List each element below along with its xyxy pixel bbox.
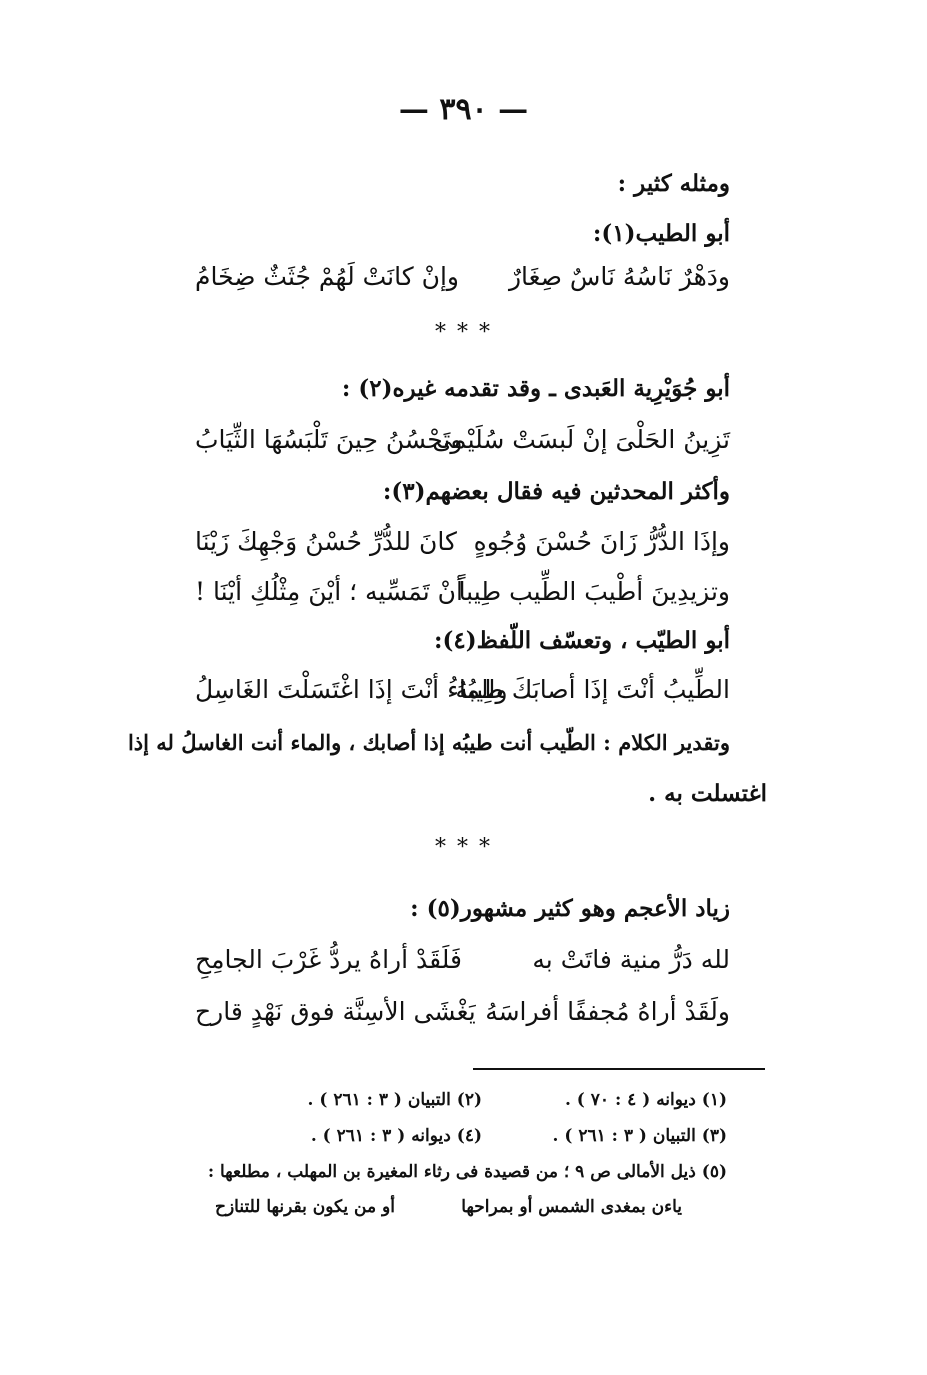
footnote: (١) ديوانه ( ٤ : ٧٠ ) . <box>564 1090 727 1110</box>
verse-hemistich: وتزيدِينَ أطْيبَ الطِّيب طِيباً <box>458 577 730 606</box>
verse-hemistich: ولَقَدْ أراهُ مُجففًا أفراسَهُ <box>485 997 730 1026</box>
verse-hemistich: كانَ للدُّرِّ حُسْنُ وَجْهِكَ زَيْنَا <box>195 527 457 556</box>
footnote-verse: أو من يكون بقرنها للتنازح <box>215 1197 395 1217</box>
author-heading: وأكثر المحدثين فيه فقال بعضهم(٣): <box>382 478 730 505</box>
verse-hemistich: لله دَرُّ منية فاتَتْ به <box>532 945 730 974</box>
intro-text: ومثله كثير : <box>617 170 730 197</box>
verse-hemistich: وتَحْسُنُ حِينَ تَلْبَسُهَا الثِّيَابُ <box>195 425 463 454</box>
author-heading: أبو الطيب(١): <box>592 220 730 247</box>
verse-hemistich: الطِّيبُ أنْتَ إذَا أصابَكَ طِيبُهُ <box>455 675 730 704</box>
verse-hemistich: والماءُ أنْتَ إذَا اغْتَسَلْتَ الغَاسِلُ <box>195 675 508 704</box>
author-heading: أبو الطيّب ، وتعسّف اللّفظ(٤): <box>434 627 730 654</box>
section-separator: * * * <box>435 320 492 345</box>
footnote-divider <box>473 1068 765 1070</box>
verse-hemistich: يَغْشَى الأسِنَّة فوق نَهْدٍ قارح <box>195 997 476 1026</box>
page-number: — ٣٩٠ — <box>398 92 529 127</box>
footnote: (٥) ذيل الأمالى ص ٩ ؛ من قصيدة فى رثاء المغيرة بن المهلب ، مطلعها : <box>207 1162 727 1182</box>
verse-hemistich: تَزِينُ الحَلْىَ إنْ لَبسَتْ سُلَيْمى <box>432 425 730 454</box>
verse-hemistich: وإذَا الدُّرُّ زَانَ حُسْنَ وُجُوهٍ <box>473 527 730 556</box>
verse-hemistich: فَلَقَدْ أراهُ يردُّ غَرْبَ الجامِحِ <box>195 945 462 974</box>
footnote-verse: ياءن بمغدى الشمس أو بمراحها <box>461 1197 682 1217</box>
prose-paragraph: وتقدير الكلام : الطّيب أنت طيبُه إذا أصابك ، والماء أنت الغاسلُ له إذا <box>127 730 730 755</box>
verse-hemistich: وإنْ كانَتْ لَهُمْ جُثَثٌ ضِخَامُ <box>195 262 459 291</box>
footnote: (٤) ديوانه ( ٣ : ٢٦١ ) . <box>310 1126 482 1146</box>
section-separator: * * * <box>435 835 492 860</box>
verse-hemistich: أنْ تَمَسِّيه ؛ أيْنَ مِثْلُكِ أيْنَا ! <box>195 577 463 606</box>
footnote: (٢) التبيان ( ٣ : ٢٦١ ) . <box>307 1090 482 1110</box>
verse-hemistich: ودَهْرٌ نَاسُهُ نَاسٌ صِغَارٌ <box>508 262 730 291</box>
prose-paragraph: اغتسلت به . <box>648 780 767 807</box>
author-heading: أبو جُوَيْرِية العَبدى ـ وقد تقدمه غيره(٢) : <box>341 375 730 402</box>
author-heading: زياد الأعجم وهو كثير مشهور(٥) : <box>410 895 730 922</box>
footnote: (٣) التبيان ( ٣ : ٢٦١ ) . <box>552 1126 727 1146</box>
